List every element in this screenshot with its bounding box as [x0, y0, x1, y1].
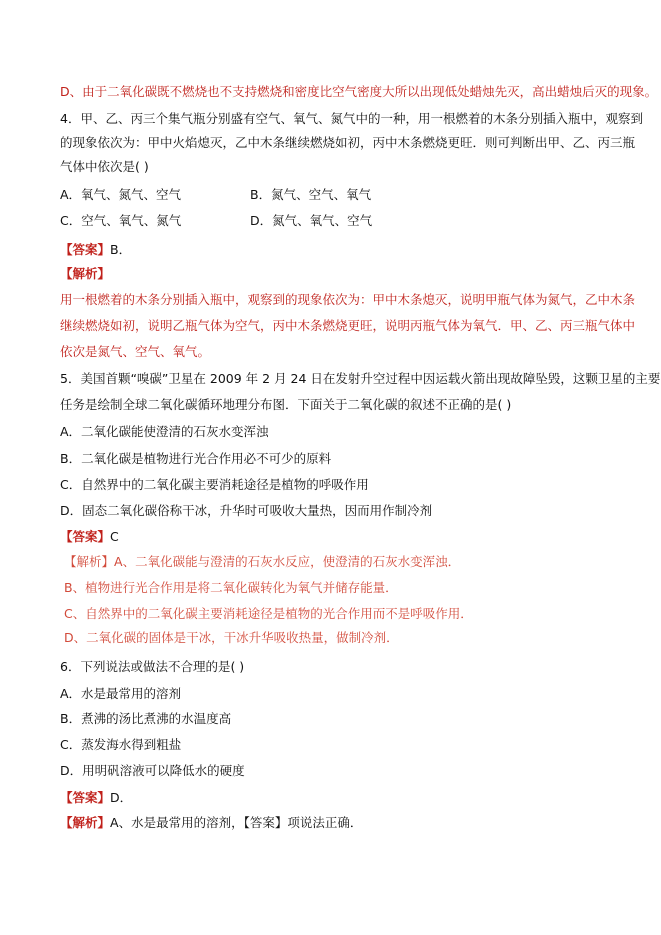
q4-answer-label: 【答案】 [60, 242, 111, 257]
q6-option-d: D．用明矾溶液可以降低水的硬度 [60, 763, 245, 778]
q5-answer [60, 529, 621, 545]
q6-stem: 6．下列说法或做法不合理的是( ) [60, 659, 245, 674]
q5-option-c: C．自然界中的二氧化碳主要消耗途径是植物的呼吸作用 [60, 477, 369, 492]
q4-option-a: A．氧气、氮气、空气 [60, 187, 182, 202]
q4-analysis-label: 【解析】 [60, 266, 111, 281]
q4-option-b: B．氮气、空气、氧气 [250, 187, 372, 202]
q4-answer [60, 242, 621, 258]
q6-option-c: C．蒸发海水得到粗盐 [60, 737, 182, 752]
q5-analysis-line-1 [64, 554, 621, 570]
q5-stem-line-1: 5．美国首颗“嗅碳”卫星在 2009 年 2 月 24 日在发射升空过程中因运载火箭出现故障坠毁，这颗卫星的主要 [60, 371, 661, 386]
q5-analysis-line-3: C、自然界中的二氧化碳主要消耗途径是植物的光合作用而不是呼吸作用． [64, 606, 473, 621]
q6-analysis [60, 815, 621, 831]
q6-option-a: A．水是最常用的溶剂 [60, 686, 182, 701]
q4-analysis-line-1: 用一根燃着的木条分别插入瓶中，观察到的现象依次为：甲中木条熄灭，说明甲瓶气体为氮气，乙中木条 [60, 292, 636, 307]
q5-analysis-line-4: D、二氧化碳的固体是干冰，干冰升华吸收热量，做制冷剂． [64, 630, 399, 645]
q4-stem-line-3: 气体中依次是( ) [60, 159, 149, 174]
q5-option-d: D．固态二氧化碳俗称干冰，升华时可吸收大量热，因而用作制冷剂 [60, 503, 433, 518]
q6-analysis-text: A、水是最常用的溶剂，【答案】项说法正确． [110, 815, 363, 830]
q4-analysis-line-2: 继续燃烧如初，说明乙瓶气体为空气，丙中木条燃烧更旺，说明丙瓶气体为氧气．甲、乙、丙三瓶气体中 [60, 318, 636, 333]
q6-answer-label: 【答案】 [60, 790, 111, 805]
q5-answer-value: C [110, 529, 119, 544]
q6-option-b: B．煮沸的汤比煮沸的水温度高 [60, 711, 232, 726]
q5-analysis-text-1: A、二氧化碳能与澄清的石灰水反应，使澄清的石灰水变浑浊． [114, 554, 461, 569]
q5-option-b: B．二氧化碳是植物进行光合作用必不可少的原料 [60, 451, 332, 466]
q3-option-d-explanation: D、由于二氧化碳既不燃烧也不支持燃烧和密度比空气密度大所以出现低处蜡烛先灭，高出蜡烛后灭的现象。 [60, 84, 658, 99]
q5-analysis-line-2: B、植物进行光合作用是将二氧化碳转化为氧气并储存能量． [64, 580, 398, 595]
q6-answer-value: D． [110, 790, 133, 805]
q4-analysis-line-3: 依次是氮气、空气、氧气。 [60, 344, 211, 359]
q4-option-c: C．空气、氧气、氮气 [60, 213, 182, 228]
q5-option-a: A．二氧化碳能使澄清的石灰水变浑浊 [60, 424, 269, 439]
q4-stem-line-1: 4．甲、乙、丙三个集气瓶分别盛有空气、氧气、氮气中的一种，用一根燃着的木条分别插入瓶中，观察到 [60, 111, 643, 126]
q4-option-d: D．氮气、氧气、空气 [250, 213, 373, 228]
q5-answer-label: 【答案】 [60, 529, 111, 544]
q4-stem-line-2: 的现象依次为：甲中火焰熄灭，乙中木条继续燃烧如初，丙中木条燃烧更旺．则可判断出甲、乙、丙三瓶 [60, 135, 636, 150]
q4-answer-value: B． [110, 242, 132, 257]
q6-analysis-label: 【解析】 [60, 815, 111, 830]
q5-analysis-label: 【解析】 [64, 554, 115, 569]
q6-answer [60, 790, 621, 806]
q5-stem-line-2: 任务是绘制全球二氧化碳循环地理分布图．下面关于二氧化碳的叙述不正确的是( ) [60, 397, 512, 412]
